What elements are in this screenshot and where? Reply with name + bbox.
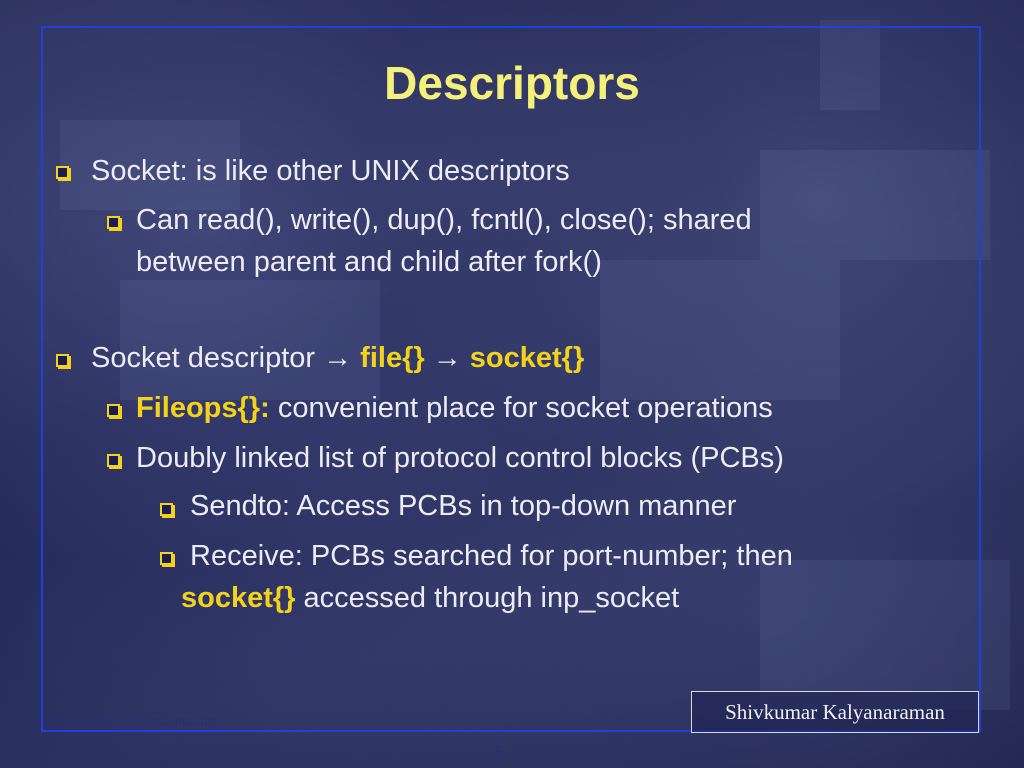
bullet-icon — [160, 552, 173, 565]
arrow-right-icon: → — [323, 342, 353, 374]
fileops-label: Fileops{}: — [136, 392, 270, 424]
bullet-icon — [107, 404, 120, 417]
bullet-read-write — [136, 204, 752, 237]
bullet-icon — [56, 166, 69, 179]
bullet-icon — [56, 354, 69, 367]
slide-frame — [41, 26, 981, 732]
socket-struct-label: socket{} — [469, 342, 585, 374]
socket-struct-label: socket{} — [181, 582, 296, 614]
bullet-text: Doubly linked list of protocol control blocks (PCBs) — [136, 442, 784, 474]
bullet-text: Socket: is like other UNIX descriptors — [91, 155, 570, 187]
bullet-sendto — [190, 490, 736, 523]
bullet-read-write-cont — [136, 246, 602, 279]
arrow-right-icon: → — [432, 342, 462, 374]
bullet-fileops — [136, 392, 773, 425]
bullet-text: Socket descriptor — [91, 342, 316, 374]
bullet-icon — [107, 454, 120, 467]
bullet-pcb-list — [136, 442, 784, 475]
bullet-icon — [160, 503, 173, 516]
bullet-receive — [190, 540, 793, 573]
bullet-icon — [107, 216, 120, 229]
slide-title: Descriptors — [384, 57, 640, 109]
author-footer: Shivkumar Kalyanaraman — [691, 691, 979, 733]
bullet-text: accessed through inp_socket — [303, 582, 680, 614]
bullet-socket-unix — [91, 155, 570, 188]
bullet-text: convenient place for socket operations — [277, 392, 773, 424]
bullet-receive-cont — [181, 582, 679, 615]
file-struct-label: file{} — [360, 342, 425, 374]
bullet-socket-descriptor — [91, 342, 584, 375]
institute-footer: Rensselaer Polytechnic Institute — [50, 713, 217, 728]
bullet-text: Can read(), write(), dup(), fcntl(), close(); shared — [136, 204, 752, 236]
bullet-text: Sendto: Access PCBs in top-down manner — [190, 490, 737, 522]
page-number: 6 — [494, 742, 503, 762]
bullet-text: Receive: PCBs searched for port-number; then — [190, 540, 793, 572]
bullet-text: between parent and child after fork() — [136, 246, 602, 278]
